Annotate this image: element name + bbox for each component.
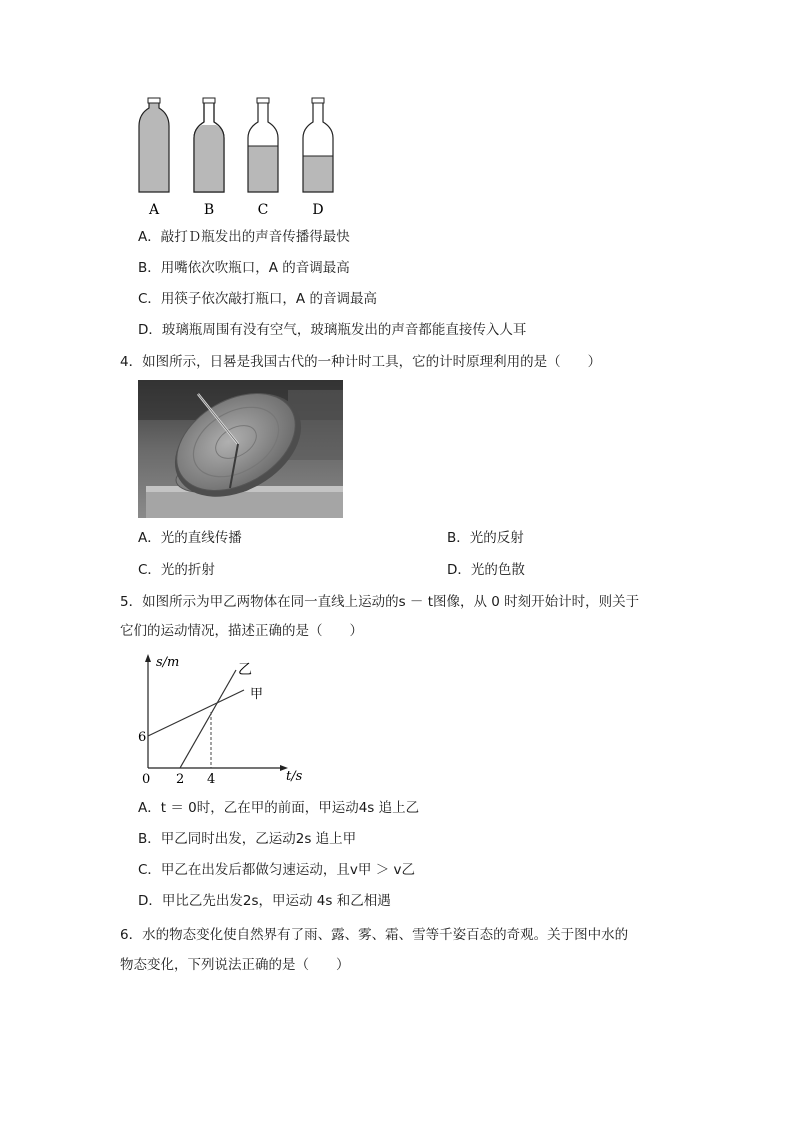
label-jia: 甲	[250, 687, 264, 702]
q4-option-a: A．光的直线传播	[138, 530, 242, 546]
q3-option-a: A．敲打Ｄ瓶发出的声音传播得最快	[138, 229, 350, 245]
q6-stem-line2: 物态变化，下列说法正确的是（ ）	[120, 957, 350, 973]
q3-option-d: D．玻璃瓶周围有没有空气，玻璃瓶发出的声音都能直接传入人耳	[138, 322, 527, 338]
q5-option-b: B．甲乙同时出发，乙运动2s 追上甲	[138, 831, 357, 847]
bottle-label-c: C	[257, 202, 269, 218]
q6-stem-line1: 6．水的物态变化使自然界有了雨、露、雾、霜、雪等千姿百态的奇观。关于图中水的	[120, 927, 629, 943]
bottle-a	[139, 98, 169, 192]
bottle-label-d: D	[312, 202, 324, 218]
q5-option-d: D．甲比乙先出发2s，甲运动 4s 和乙相遇	[138, 893, 391, 909]
s-t-graph	[132, 652, 312, 787]
q4-option-b: B．光的反射	[447, 530, 524, 546]
bottle-c	[248, 98, 278, 192]
bottle-label-b: B	[203, 202, 215, 218]
bottle-label-a: A	[148, 202, 160, 218]
q5-option-a: A．t ＝ 0时，乙在甲的前面，甲运动4s 追上乙	[138, 800, 420, 816]
q4-option-c: C．光的折射	[138, 562, 215, 578]
q3-option-c: C．用筷子依次敲打瓶口，A 的音调最高	[138, 291, 377, 307]
y-axis-label: s/m	[156, 655, 180, 670]
tick-origin: 0	[142, 772, 151, 787]
bottles-figure	[128, 96, 368, 221]
x-axis-label: t/s	[286, 769, 303, 784]
label-yi: 乙	[238, 662, 252, 678]
q4-option-d: D．光的色散	[447, 562, 525, 578]
q5-option-c: C．甲乙在出发后都做匀速运动，且v甲 ＞ v乙	[138, 862, 415, 878]
bottle-d	[303, 98, 333, 192]
tick-x-2: 2	[176, 772, 185, 787]
q5-stem-line1: 5．如图所示为甲乙两物体在同一直线上运动的s － t图像，从 0 时刻开始计时，则关于	[120, 594, 640, 610]
sundial-photo	[138, 380, 343, 518]
bottle-b	[194, 98, 224, 192]
tick-y-6: 6	[138, 730, 147, 745]
line-yi	[180, 670, 236, 768]
tick-x-4: 4	[207, 772, 216, 787]
q4-stem: 4．如图所示，日晷是我国古代的一种计时工具，它的计时原理利用的是（ ）	[120, 354, 602, 370]
q5-stem-line2: 它们的运动情况，描述正确的是（ ）	[120, 623, 363, 639]
q3-option-b: B．用嘴依次吹瓶口，A 的音调最高	[138, 260, 350, 276]
line-jia	[148, 690, 244, 736]
